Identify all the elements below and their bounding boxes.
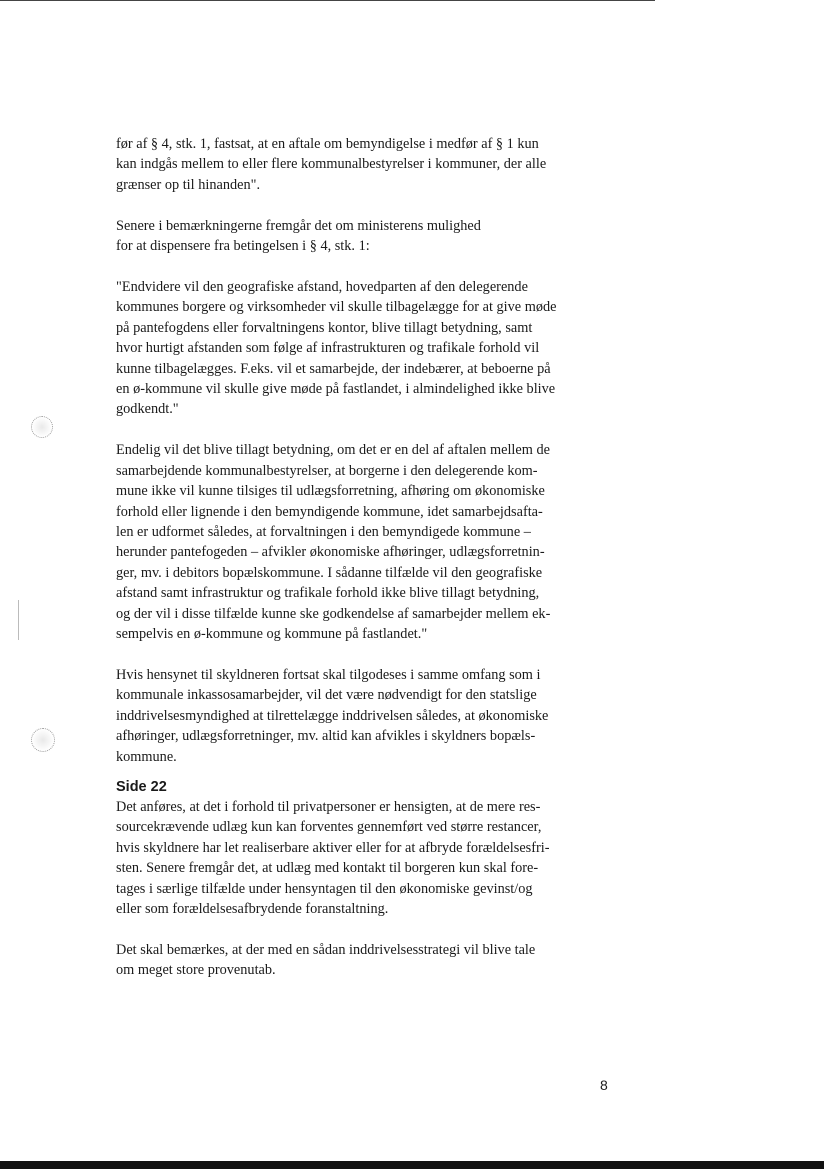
margin-mark: [18, 600, 19, 640]
paragraph-5: [116, 665, 608, 767]
paragraph-6: [116, 797, 608, 919]
page-number: 8: [600, 1077, 608, 1093]
text-line: eller som forældelsesafbrydende foranstaltning.: [116, 901, 389, 917]
text-line: Senere i bemærkningerne fremgår det om ministerens mulighed: [116, 217, 481, 234]
text-line: før af § 4, stk. 1, fastsat, at en aftale om bemyndigelse i medfør af § 1 kun: [116, 136, 539, 152]
text-line: afhøringer, udlægsforretninger, mv. altid kan afvikles i skyldners bopæls-: [116, 728, 536, 745]
paragraph-3-quote: [116, 277, 608, 420]
text-line: sourcekrævende udlæg kun kan forventes gennemført ved større restancer,: [116, 819, 542, 836]
text-line: på pantefogdens eller forvaltningens kontor, blive tillagt betydning, samt: [116, 319, 533, 336]
text-line: og der vil i disse tilfælde kunne ske godkendelse af samarbejder mellem ek-: [116, 605, 551, 622]
text-line: herunder pantefogeden – afvikler økonomiske afhøringer, udlægsforretnin-: [116, 544, 545, 561]
text-line: kan indgås mellem to eller flere kommunalbestyrelser i kommuner, der alle: [116, 156, 547, 173]
text-line: en ø-kommune vil skulle give møde på fastlandet, i almindelighed ikke blive: [116, 381, 556, 398]
text-line: len er udformet således, at forvaltningen i den bemyndigede kommune –: [116, 524, 531, 540]
text-line: sempelvis en ø-kommune og kommune på fastlandet.": [116, 626, 428, 643]
punch-hole-mark-upper: [31, 416, 53, 438]
text-line: hvor hurtigt afstanden som følge af infrastrukturen og trafikale forhold vil: [116, 340, 540, 357]
paragraph-7: [116, 940, 608, 981]
scan-bottom-edge: [0, 1161, 824, 1169]
text-line: Det skal bemærkes, at der med en sådan inddrivelsesstrategi vil blive tale: [116, 941, 536, 958]
text-line: tages i særlige tilfælde under hensyntagen til den økonomiske gevinst/og: [116, 880, 533, 897]
text-line: Endelig vil det blive tillagt betydning, om det er en del af aftalen mellem de: [116, 442, 550, 459]
text-line: mune ikke vil kunne tilsiges til udlægsforretning, afhøring om økonomiske: [116, 483, 545, 500]
text-line: ger, mv. i debitors bopælskommune. I sådanne tilfælde vil den geografiske: [116, 564, 543, 581]
text-line: sten. Senere fremgår det, at udlæg med kontakt til borgeren kun skal fore-: [116, 860, 539, 877]
text-line: om meget store provenutab.: [116, 962, 276, 979]
text-line: samarbejdende kommunalbestyrelser, at borgerne i den delegerende kom-: [116, 462, 538, 479]
text-line: forhold eller lignende i den bemyndigende kommune, idet samarbejdsafta-: [116, 503, 543, 520]
text-line: kommune.: [116, 748, 177, 765]
paragraph-4-quote: [116, 440, 608, 644]
paragraph-2: [116, 216, 608, 257]
text-line: afstand samt infrastruktur og trafikale forhold ikke blive tillagt betydning,: [116, 585, 540, 602]
document-body: [116, 134, 608, 981]
section-heading: Side 22: [116, 778, 167, 795]
text-line: Hvis hensynet til skyldneren fortsat skal tilgodeses i samme omfang som i: [116, 666, 541, 683]
text-line: godkendt.": [116, 401, 179, 418]
paragraph-1: [116, 134, 608, 195]
text-line: hvis skyldnere har let realiserbare aktiver eller for at afbryde forældelsesfri-: [116, 839, 550, 856]
scan-top-edge: [0, 0, 655, 1]
text-line: for at dispensere fra betingelsen i § 4, stk. 1:: [116, 238, 370, 255]
text-line: kommunale inkassosamarbejder, vil det være nødvendigt for den statslige: [116, 687, 537, 704]
text-line: kommunes borgere og virksomheder vil skulle tilbagelægge for at give møde: [116, 299, 557, 316]
text-line: kunne tilbagelægges. F.eks. vil et samarbejde, der indebærer, at beboerne på: [116, 360, 551, 377]
text-line: grænser op til hinanden".: [116, 176, 261, 193]
text-line: inddrivelsesmyndighed at tilrettelægge inddrivelsen således, at økonomiske: [116, 707, 549, 724]
text-line: "Endvidere vil den geografiske afstand, hovedparten af den delegerende: [116, 279, 528, 296]
text-line: Det anføres, at det i forhold til privatpersoner er hensigten, at de mere res-: [116, 798, 541, 815]
punch-hole-mark-lower: [31, 728, 55, 752]
